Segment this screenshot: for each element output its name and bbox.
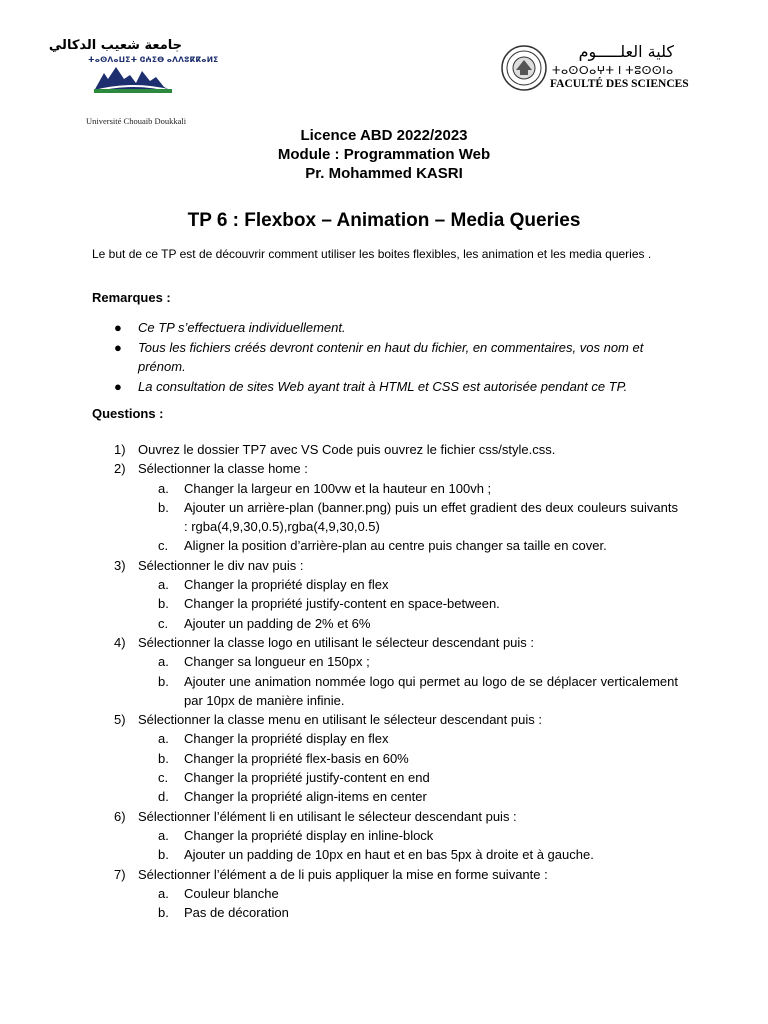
bullet-icon: ● xyxy=(114,320,122,335)
sub-question-item xyxy=(92,749,678,768)
sub-question-text: Ajouter un padding de 2% et 6% xyxy=(184,615,371,631)
faculty-tifinagh-name: ⵜⴰⵙⵔⴰⵖⵜ ⵏ ⵜⵓⵙⵙⵏⴰ xyxy=(552,65,674,77)
question-number: 7) xyxy=(114,866,126,882)
university-emblem-icon xyxy=(94,65,172,93)
question-text: Ouvrez le dossier TP7 avec VS Code puis ouvrez le fichier css/style.css. xyxy=(138,442,556,457)
faculty-logo xyxy=(500,42,689,98)
course-info xyxy=(0,126,768,183)
sub-question-text: Ajouter une animation nommée logo qui permet au logo de se déplacer verticalement par 10px de manière infinie. xyxy=(184,673,678,708)
page-title: TP 6 : Flexbox – Animation – Media Queries xyxy=(187,210,581,231)
questions-heading: Questions : xyxy=(92,406,164,421)
university-name: Université Chouaib Doukkali xyxy=(86,116,187,126)
sub-question-letter: a. xyxy=(158,654,169,670)
intro-paragraph: Le but de ce TP est de découvrir comment utiliser les boites flexibles, les animation et les media queries . xyxy=(92,247,652,261)
sub-question-item xyxy=(92,479,678,498)
list-item xyxy=(92,318,678,338)
sub-question-letter: b. xyxy=(158,750,169,766)
question-text: Sélectionner l’élément a de li puis appliquer la mise en forme suivante : xyxy=(138,866,548,882)
sub-question-text: Changer la propriété display en inline-block xyxy=(184,827,434,843)
sub-question-item xyxy=(92,903,678,922)
questions-list xyxy=(92,440,678,922)
question-text: Sélectionner l’élément li en utilisant le sélecteur descendant puis : xyxy=(138,808,517,824)
sub-question-letter: a. xyxy=(158,885,169,901)
sub-question-letter: b. xyxy=(158,596,169,612)
sub-question-item xyxy=(92,575,678,594)
faculty-seal-icon xyxy=(500,44,548,92)
question-number: 1) xyxy=(114,442,126,457)
sub-question-letter: a. xyxy=(158,577,169,593)
remark-text: Ce TP s’effectuera individuellement. xyxy=(138,320,346,335)
sub-question-text: Changer sa longueur en 150px ; xyxy=(184,654,370,670)
question-item xyxy=(92,556,678,575)
course-level: Licence ABD 2022/2023 xyxy=(300,127,468,144)
question-number: 6) xyxy=(114,808,126,824)
sub-question-letter: b. xyxy=(158,847,169,863)
question-number: 2) xyxy=(114,461,126,477)
question-number: 5) xyxy=(114,712,126,728)
question-item xyxy=(92,459,678,478)
sub-question-text: Changer la propriété display en flex xyxy=(184,731,389,747)
list-item xyxy=(92,377,678,397)
sub-question-item xyxy=(92,768,678,787)
question-number: 3) xyxy=(114,557,126,573)
sub-question-item xyxy=(92,787,678,806)
bullet-icon: ● xyxy=(114,378,122,394)
sub-question-text: Changer la propriété justify-content en space-between. xyxy=(184,596,500,612)
sub-question-text: Changer la largeur en 100vw et la hauteur en 100vh ; xyxy=(184,480,492,496)
sub-question-letter: b. xyxy=(158,673,169,689)
question-item xyxy=(92,710,678,729)
university-arabic-name: جامعة شعيب الدكالي xyxy=(48,38,182,53)
sub-question-item xyxy=(92,536,678,555)
sub-question-item xyxy=(92,884,678,903)
sub-question-text: Aligner la position d’arrière-plan au centre puis changer sa taille en cover. xyxy=(184,538,607,554)
question-text: Sélectionner la classe logo en utilisant le sélecteur descendant puis : xyxy=(138,634,535,650)
question-item xyxy=(92,865,678,884)
sub-question-text: Changer la propriété flex-basis en 60% xyxy=(184,750,409,766)
sub-question-text: Changer la propriété justify-content en end xyxy=(184,770,430,786)
sub-question-letter: a. xyxy=(158,480,169,496)
sub-question-letter: a. xyxy=(158,827,169,843)
sub-question-item xyxy=(92,652,678,671)
sub-question-letter: a. xyxy=(158,731,169,747)
remarks-heading: Remarques : xyxy=(92,290,171,305)
sub-question-item xyxy=(92,826,678,845)
sub-question-item xyxy=(92,729,678,748)
sub-question-letter: b. xyxy=(158,499,169,515)
faculty-name: FACULTÉ DES SCIENCES xyxy=(550,78,689,90)
sub-question-text: Ajouter un arrière-plan (banner.png) puis un effet gradient des deux couleurs suivants : rgba(4,9,30,0.5),rgba(4,9,30,0.5) xyxy=(184,499,678,535)
course-module: Module : Programmation Web xyxy=(277,146,491,163)
sub-question-text: Couleur blanche xyxy=(184,885,279,901)
sub-question-item xyxy=(92,594,678,613)
sub-question-letter: b. xyxy=(158,905,169,921)
sub-question-item xyxy=(92,845,678,864)
remark-text: La consultation de sites Web ayant trait à HTML et CSS est autorisée pendant ce TP. xyxy=(138,378,628,394)
sub-question-text: Changer la propriété display en flex xyxy=(184,577,389,593)
sub-question-letter: c. xyxy=(158,615,169,631)
sub-question-text: Ajouter un padding de 10px en haut et en bas 5px à droite et à gauche. xyxy=(184,847,594,863)
sub-question-text: Pas de décoration xyxy=(184,905,289,921)
question-text: Sélectionner la classe menu en utilisant le sélecteur descendant puis : xyxy=(138,712,542,728)
faculty-arabic-name: كلية العلـــــوم xyxy=(578,42,674,61)
remarks-list xyxy=(92,318,678,396)
university-logo xyxy=(48,38,219,126)
remark-text: Tous les fichiers créés devront contenir en haut du fichier, en commentaires, vos nom et prénom. xyxy=(138,339,644,374)
sub-question-letter: c. xyxy=(158,538,169,554)
sub-question-item xyxy=(92,498,678,537)
question-text: Sélectionner la classe home : xyxy=(138,461,308,477)
sub-question-letter: c. xyxy=(158,770,169,786)
university-tifinagh-name: ⵜⴰⵙⴷⴰⵡⵉⵜ ⵛⵄⵉⴱ ⴰⴷⴷⵓⴽⴽⴰⵍⵉ xyxy=(88,55,219,64)
question-number: 4) xyxy=(114,634,126,650)
sub-question-item xyxy=(92,672,678,711)
bullet-icon: ● xyxy=(114,339,122,355)
question-text: Sélectionner le div nav puis : xyxy=(138,557,304,573)
course-professor: Pr. Mohammed KASRI xyxy=(305,165,463,182)
sub-question-text: Changer la propriété align-items en center xyxy=(184,789,427,805)
sub-question-letter: d. xyxy=(158,789,169,805)
question-item xyxy=(92,807,678,826)
list-item xyxy=(92,338,678,377)
question-item xyxy=(92,633,678,652)
question-item xyxy=(92,440,678,459)
sub-question-item xyxy=(92,614,678,633)
